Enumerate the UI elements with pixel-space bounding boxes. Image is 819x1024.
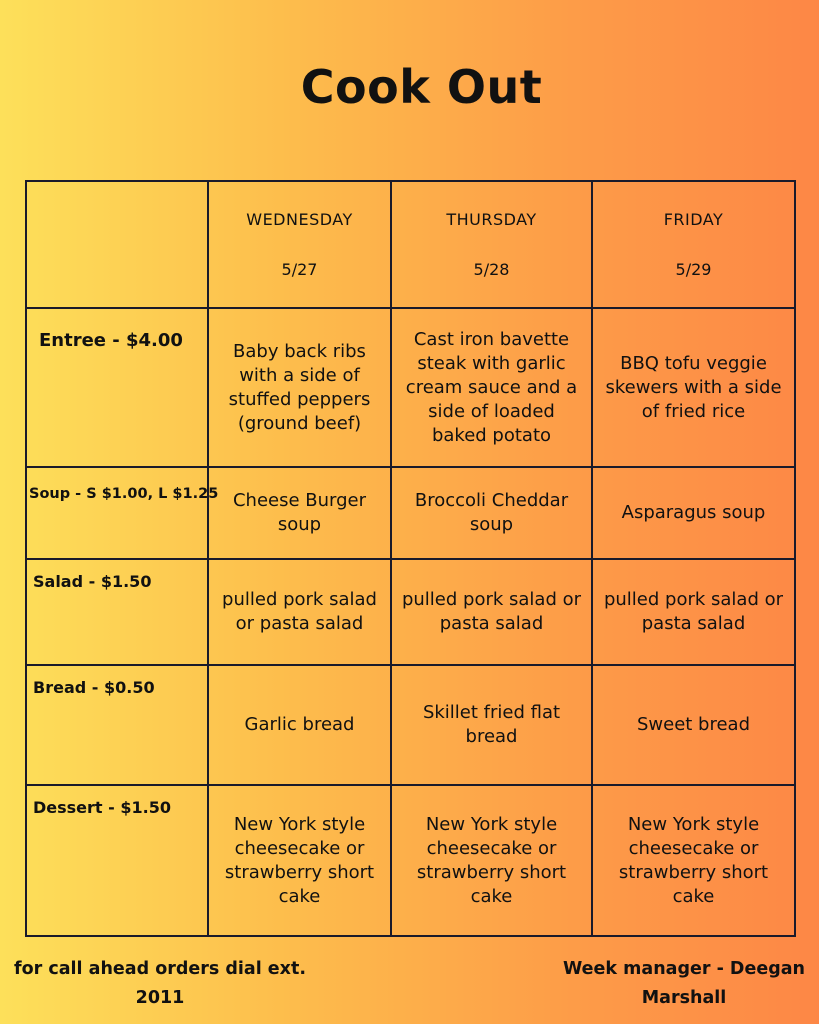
menu-row-entree	[26, 308, 795, 467]
day-name: THURSDAY	[446, 209, 537, 229]
day-date: 5/29	[675, 259, 712, 279]
menu-item: pulled pork salad or pasta salad	[208, 559, 391, 665]
menu-row-dessert	[26, 785, 795, 936]
page-title: Cook Out	[300, 60, 543, 114]
menu-item: Cast iron bavette steak with garlic cream sauce and a side of loaded baked potato	[391, 308, 592, 467]
menu-row-soup	[26, 467, 795, 559]
category-label: Soup - S $1.00, L $1.25	[26, 467, 208, 559]
menu-table	[25, 180, 796, 937]
menu-item: Asparagus soup	[592, 467, 795, 559]
day-date: 5/28	[473, 259, 510, 279]
category-label: Entree - $4.00	[26, 308, 208, 467]
day-date: 5/27	[281, 259, 318, 279]
menu-item: pulled pork salad or pasta salad	[391, 559, 592, 665]
menu-item: Garlic bread	[208, 665, 391, 785]
menu-item: New York style cheesecake or strawberry short cake	[208, 785, 391, 936]
menu-row-salad	[26, 559, 795, 665]
menu-item: Skillet fried flat bread	[391, 665, 592, 785]
week-manager-note: Week manager - Deegan Marshall	[563, 959, 805, 1008]
category-label: Salad - $1.50	[26, 559, 208, 665]
day-name: WEDNESDAY	[246, 209, 353, 229]
day-header-wednesday	[208, 181, 391, 308]
day-name: FRIDAY	[663, 209, 724, 229]
menu-item: New York style cheesecake or strawberry short cake	[391, 785, 592, 936]
menu-item: Baby back ribs with a side of stuffed peppers (ground beef)	[208, 308, 391, 467]
menu-item: pulled pork salad or pasta salad	[592, 559, 795, 665]
menu-item: Sweet bread	[592, 665, 795, 785]
day-header-friday	[592, 181, 795, 308]
category-label: Bread - $0.50	[26, 665, 208, 785]
menu-item: BBQ tofu veggie skewers with a side of fried rice	[592, 308, 795, 467]
day-header-thursday	[391, 181, 592, 308]
menu-item: Cheese Burger soup	[208, 467, 391, 559]
menu-item: Broccoli Cheddar soup	[391, 467, 592, 559]
menu-row-bread	[26, 665, 795, 785]
menu-item: New York style cheesecake or strawberry short cake	[592, 785, 795, 936]
header-corner-cell	[26, 181, 208, 308]
call-ahead-note: for call ahead orders dial ext. 2011	[14, 959, 306, 1008]
category-label: Dessert - $1.50	[26, 785, 208, 936]
